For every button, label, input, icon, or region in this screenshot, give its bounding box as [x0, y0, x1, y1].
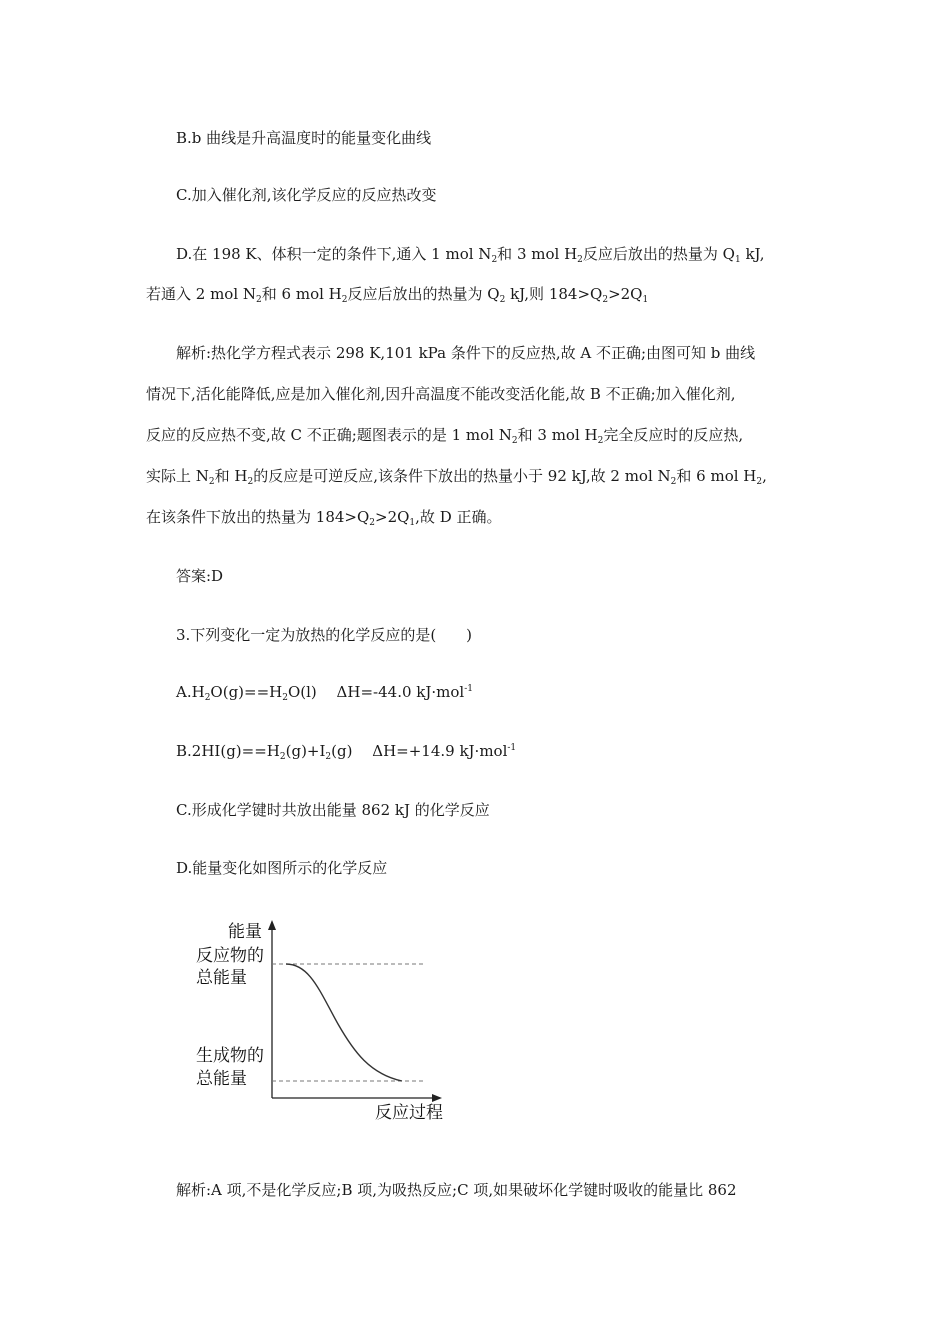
- x-axis-label: 反应过程: [375, 1103, 443, 1122]
- analysis1-line2: 情况下,活化能降低,应是加入催化剂,因升高温度不能改变活化能,故 B 不正确;加入催化剂,: [146, 385, 736, 403]
- y-axis-label: 能量: [228, 922, 262, 942]
- option-d2-text: D.能量变化如图所示的化学反应: [176, 859, 388, 877]
- option-c-text: C.加入催化剂,该化学反应的反应热改变: [176, 186, 437, 204]
- answer-text: 答案:D: [176, 567, 224, 585]
- option-c2-text: C.形成化学键时共放出能量 862 kJ 的化学反应: [176, 801, 490, 819]
- energy-diagram: [190, 912, 470, 1122]
- energy-curve: [286, 964, 402, 1081]
- x-axis-arrow: [432, 1094, 442, 1102]
- analysis2-text: 解析:A 项,不是化学反应;B 项,为吸热反应;C 项,如果破坏化学键时吸收的能量比 862: [176, 1181, 737, 1199]
- product-label-line2: 总能量: [196, 1069, 247, 1089]
- option-d-line1: D.在 198 K、体积一定的条件下,通入 1 mol $N_2$和 3 mol $H_2$反应后放出的热量为 $Q_1$ kJ,: [176, 245, 765, 265]
- analysis1-line4: 实际上 $N_2$和 $H_2$的反应是可逆反应,该条件下放出的热量小于 92 kJ,故 2 mol $N_2$和 6 mol $H_2$,: [146, 467, 767, 487]
- analysis1-line3: 反应的反应热不变,故 C 不正确;题图表示的是 1 mol $N_2$和 3 mol $H_2$完全反应时的反应热,: [146, 426, 744, 446]
- analysis1-line5: 在该条件下放出的热量为 $184>Q_2>2Q_1$,故 D 正确。: [146, 508, 502, 528]
- reactant-label-line1: 反应物的: [196, 946, 264, 966]
- analysis1-line1: 解析:热化学方程式表示 298 K,101 kPa 条件下的反应热,故 A 不正确;由图可知 b 曲线: [176, 344, 756, 362]
- option-b2-text: $B.2HI(g)==H_2(g)+I_2(g)$ ΔH=+14.9 kJ·mol$^{-1}$: [176, 742, 517, 762]
- question3-text: 3.下列变化一定为放热的化学反应的是( ): [176, 626, 473, 644]
- option-b-text: B.b 曲线是升高温度时的能量变化曲线: [176, 129, 432, 147]
- reactant-label-line2: 总能量: [196, 968, 247, 988]
- y-axis-arrow: [268, 920, 276, 930]
- option-d-line2: 若通入 2 mol $N_2$和 6 mol $H_2$反应后放出的热量为 $Q_2$ kJ,则 $184>Q_2>2Q_1$: [146, 285, 649, 305]
- product-label-line1: 生成物的: [196, 1046, 264, 1066]
- option-a-text: $A.H_2O(g)==H_2O(l)$ ΔH=-44.0 kJ·mol$^{-1}$: [176, 683, 473, 703]
